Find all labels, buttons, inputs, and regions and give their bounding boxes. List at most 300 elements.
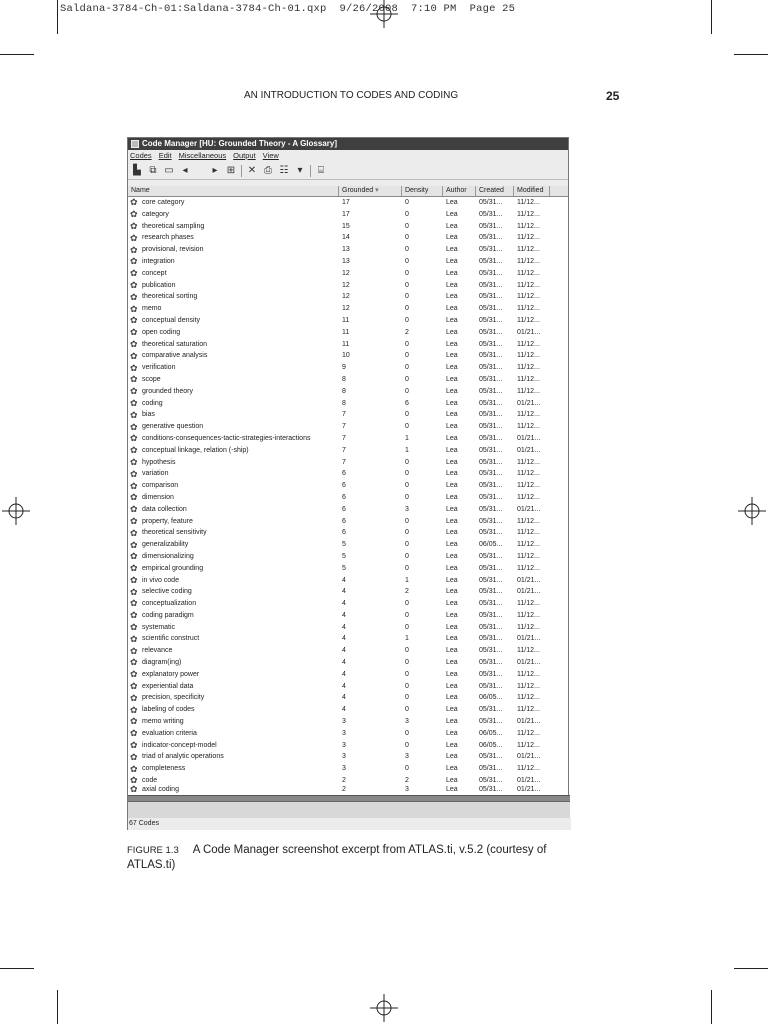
author-value: Lea — [446, 706, 458, 714]
density-value: 3 — [405, 785, 409, 793]
code-icon: ✿ — [130, 775, 138, 786]
column-header-modified[interactable]: Modified — [514, 186, 550, 196]
modified-value: 01/21... — [517, 785, 541, 793]
density-value: 1 — [405, 446, 409, 454]
code-icon: ✿ — [130, 256, 138, 267]
table-row[interactable] — [128, 763, 568, 775]
author-value: Lea — [446, 682, 458, 690]
created-value: 05/31... — [479, 446, 503, 454]
table-row[interactable] — [128, 575, 568, 587]
code-name: theoretical sensitivity — [142, 529, 207, 537]
table-row[interactable] — [128, 586, 568, 598]
window-titlebar[interactable] — [128, 138, 568, 150]
menu-miscellaneous[interactable]: Miscellaneous — [178, 151, 227, 160]
table-row[interactable] — [128, 504, 568, 516]
menu-bar — [128, 150, 568, 162]
table-row[interactable] — [128, 692, 568, 704]
table-row[interactable] — [128, 633, 568, 645]
grounded-value: 8 — [342, 387, 346, 395]
author-value: Lea — [446, 423, 458, 431]
code-icon: ✿ — [130, 633, 138, 644]
code-name: explanatory power — [142, 670, 200, 678]
code-name: dimension — [142, 493, 174, 501]
created-value: 05/31... — [479, 352, 503, 360]
density-value: 0 — [405, 706, 409, 714]
menu-output[interactable]: Output — [233, 151, 256, 160]
modified-value: 11/12... — [517, 493, 540, 501]
author-value: Lea — [446, 694, 458, 702]
created-value: 06/05... — [479, 694, 503, 702]
created-value: 05/31... — [479, 340, 503, 348]
code-icon: ✿ — [130, 197, 138, 208]
modified-value: 11/12... — [517, 269, 540, 277]
author-value: Lea — [446, 659, 458, 667]
created-value: 05/31... — [479, 411, 503, 419]
modified-value: 11/12... — [517, 352, 540, 360]
created-value: 06/05... — [479, 541, 503, 549]
created-value: 05/31... — [479, 493, 503, 501]
code-name: evaluation criteria — [142, 729, 197, 737]
code-name: relevance — [142, 647, 173, 655]
code-name: research phases — [142, 234, 194, 242]
figure-label: FIGURE 1.3 — [127, 845, 179, 856]
modified-value: 11/12... — [517, 199, 540, 206]
created-value: 05/31... — [479, 269, 503, 277]
modified-value: 01/21... — [517, 505, 541, 513]
created-value: 05/31... — [479, 293, 503, 301]
grounded-value: 6 — [342, 482, 346, 490]
author-value: Lea — [446, 482, 458, 490]
author-value: Lea — [446, 670, 458, 678]
column-header-density[interactable]: Density — [402, 186, 443, 196]
author-value: Lea — [446, 316, 458, 324]
code-name: memo — [142, 305, 162, 313]
modified-value: 11/12... — [517, 316, 540, 324]
created-value: 05/31... — [479, 765, 503, 773]
crop-mark — [57, 990, 58, 1024]
table-row[interactable] — [128, 563, 568, 575]
code-icon: ✿ — [130, 681, 138, 692]
created-value: 05/31... — [479, 706, 503, 714]
table-row[interactable] — [128, 728, 568, 740]
table-row[interactable] — [128, 657, 568, 669]
grounded-value: 2 — [342, 777, 346, 785]
table-row[interactable] — [128, 409, 568, 421]
table-row[interactable] — [128, 315, 568, 327]
grounded-value: 5 — [342, 564, 346, 572]
modified-value: 11/12... — [517, 706, 540, 714]
created-value: 05/31... — [479, 316, 503, 324]
table-row[interactable] — [128, 681, 568, 693]
author-value: Lea — [446, 375, 458, 383]
author-value: Lea — [446, 588, 458, 596]
author-value: Lea — [446, 411, 458, 419]
created-value: 05/31... — [479, 785, 503, 793]
created-value: 05/31... — [479, 576, 503, 584]
code-name: empirical grounding — [142, 564, 204, 572]
grounded-value: 4 — [342, 682, 346, 690]
grounded-value: 4 — [342, 694, 346, 702]
grounded-value: 12 — [342, 281, 350, 289]
new-code-icon[interactable]: ▙ — [133, 165, 141, 176]
code-name: conceptual linkage, relation (-ship) — [142, 446, 249, 454]
grounded-value: 7 — [342, 446, 346, 454]
code-name: core category — [142, 199, 185, 206]
code-name: hypothesis — [142, 458, 176, 466]
created-value: 05/31... — [479, 611, 503, 619]
table-row[interactable] — [128, 291, 568, 303]
code-icon: ✿ — [130, 610, 138, 621]
figure-caption — [127, 843, 572, 873]
table-row[interactable] — [128, 232, 568, 244]
table-row[interactable] — [128, 209, 568, 221]
column-header-name[interactable]: Name — [128, 186, 339, 196]
registration-mark-icon — [738, 497, 766, 525]
code-name: variation — [142, 470, 169, 478]
modified-value: 11/12... — [517, 246, 540, 254]
author-value: Lea — [446, 741, 458, 749]
code-icon: ✿ — [130, 268, 138, 279]
created-value: 05/31... — [479, 257, 503, 265]
table-row[interactable] — [128, 704, 568, 716]
author-value: Lea — [446, 552, 458, 560]
toolbar-separator — [310, 165, 311, 177]
density-value: 0 — [405, 482, 409, 490]
density-value: 0 — [405, 234, 409, 242]
density-value: 0 — [405, 529, 409, 537]
created-value: 05/31... — [479, 623, 503, 631]
code-name: provisional, revision — [142, 246, 204, 254]
created-value: 05/31... — [479, 375, 503, 383]
author-value: Lea — [446, 387, 458, 395]
modified-value: 11/12... — [517, 411, 540, 419]
print-icon[interactable]: ⎙ — [264, 165, 272, 176]
code-name: grounded theory — [142, 387, 193, 395]
menu-edit[interactable]: Edit — [158, 151, 172, 160]
window-title: Code Manager [HU: Grounded Theory - A Glossary] — [142, 139, 337, 148]
modified-value: 11/12... — [517, 293, 540, 301]
modified-value: 01/21... — [517, 635, 541, 643]
table-row[interactable] — [128, 374, 568, 386]
table-row[interactable] — [128, 669, 568, 681]
code-name: publication — [142, 281, 176, 289]
table-row[interactable] — [128, 398, 568, 410]
code-icon: ✿ — [130, 669, 138, 680]
table-row[interactable] — [128, 350, 568, 362]
author-value: Lea — [446, 718, 458, 726]
density-value: 6 — [405, 399, 409, 407]
toolbar-separator — [241, 165, 242, 177]
table-row[interactable] — [128, 445, 568, 457]
grounded-value: 12 — [342, 305, 350, 313]
table-row[interactable] — [128, 303, 568, 315]
author-value: Lea — [446, 635, 458, 643]
author-value: Lea — [446, 493, 458, 501]
modified-value: 11/12... — [517, 517, 540, 525]
density-value: 0 — [405, 246, 409, 254]
grounded-value: 8 — [342, 375, 346, 383]
modified-value: 11/12... — [517, 765, 540, 773]
table-row[interactable] — [128, 421, 568, 433]
author-value: Lea — [446, 257, 458, 265]
table-row[interactable] — [128, 740, 568, 752]
grounded-value: 6 — [342, 505, 346, 513]
density-value: 0 — [405, 411, 409, 419]
grounded-value: 6 — [342, 470, 346, 478]
table-row[interactable] — [128, 268, 568, 280]
chapter-title: AN INTRODUCTION TO CODES AND CODING — [244, 90, 459, 101]
table-row[interactable] — [128, 527, 568, 539]
column-header-grounded[interactable]: Grounded ▾ — [339, 186, 402, 196]
column-header — [128, 186, 568, 197]
table-row[interactable] — [128, 362, 568, 374]
code-icon: ✿ — [130, 362, 138, 373]
modified-value: 01/21... — [517, 434, 541, 442]
modified-value: 11/12... — [517, 611, 540, 619]
author-value: Lea — [446, 340, 458, 348]
code-icon: ✿ — [130, 386, 138, 397]
window-icon[interactable]: ▭ — [164, 165, 174, 176]
code-name: systematic — [142, 623, 176, 631]
grounded-value: 7 — [342, 423, 346, 431]
author-value: Lea — [446, 446, 458, 454]
network-icon[interactable]: ⊞ — [226, 165, 236, 176]
density-value: 0 — [405, 564, 409, 572]
modified-value: 11/12... — [517, 541, 540, 549]
grounded-value: 13 — [342, 246, 350, 254]
delete-icon[interactable]: ✕ — [247, 165, 257, 176]
density-value: 0 — [405, 387, 409, 395]
code-icon: ✿ — [130, 327, 138, 338]
author-value: Lea — [446, 505, 458, 513]
code-icon: ✿ — [130, 586, 138, 597]
code-name: conditions-consequences-tactic-strategies-interactions — [142, 434, 311, 442]
code-name: category — [142, 210, 169, 218]
code-name: open coding — [142, 328, 181, 336]
table-row[interactable] — [128, 197, 568, 209]
author-value: Lea — [446, 541, 458, 549]
modified-value: 01/21... — [517, 659, 541, 667]
code-icon: ✿ — [130, 220, 138, 231]
density-value: 0 — [405, 316, 409, 324]
grounded-value: 7 — [342, 458, 346, 466]
author-value: Lea — [446, 352, 458, 360]
created-value: 05/31... — [479, 659, 503, 667]
code-name: conceptual density — [142, 316, 200, 324]
table-row[interactable] — [128, 551, 568, 563]
density-value: 0 — [405, 470, 409, 478]
created-value: 05/31... — [479, 682, 503, 690]
table-row[interactable] — [128, 539, 568, 551]
created-value: 05/31... — [479, 246, 503, 254]
menu-view[interactable]: View — [262, 151, 279, 160]
table-row[interactable] — [128, 386, 568, 398]
code-icon: ✿ — [130, 563, 138, 574]
grounded-value: 15 — [342, 222, 350, 230]
density-value: 1 — [405, 434, 409, 442]
created-value: 05/31... — [479, 399, 503, 407]
table-row[interactable] — [128, 244, 568, 256]
code-icon: ✿ — [130, 504, 138, 515]
modified-value: 11/12... — [517, 647, 540, 655]
modified-value: 11/12... — [517, 600, 540, 608]
code-list — [128, 197, 568, 787]
table-row[interactable] — [128, 433, 568, 445]
density-value: 0 — [405, 281, 409, 289]
table-row[interactable] — [128, 598, 568, 610]
grounded-value: 4 — [342, 706, 346, 714]
modified-value: 11/12... — [517, 305, 540, 313]
crop-mark — [711, 990, 712, 1024]
code-icon: ✿ — [130, 515, 138, 526]
created-value: 05/31... — [479, 222, 503, 230]
author-value: Lea — [446, 470, 458, 478]
table-row[interactable] — [128, 468, 568, 480]
modified-value: 11/12... — [517, 529, 540, 537]
density-value: 1 — [405, 635, 409, 643]
density-value: 2 — [405, 328, 409, 336]
table-row[interactable] — [128, 610, 568, 622]
density-value: 0 — [405, 257, 409, 265]
code-icon: ✿ — [130, 232, 138, 243]
created-value: 05/31... — [479, 529, 503, 537]
code-icon: ✿ — [130, 445, 138, 456]
author-value: Lea — [446, 328, 458, 336]
code-icon: ✿ — [130, 740, 138, 751]
author-value: Lea — [446, 199, 458, 206]
density-value: 3 — [405, 718, 409, 726]
grounded-value: 12 — [342, 293, 350, 301]
author-value: Lea — [446, 564, 458, 572]
modified-value: 11/12... — [517, 375, 540, 383]
table-row[interactable] — [128, 457, 568, 469]
author-value: Lea — [446, 777, 458, 785]
crop-mark — [57, 0, 58, 34]
created-value: 05/31... — [479, 387, 503, 395]
table-row[interactable] — [128, 221, 568, 233]
density-value: 3 — [405, 753, 409, 761]
table-row[interactable] — [128, 516, 568, 528]
next-icon[interactable]: ▸ — [212, 165, 218, 176]
code-name: triad of analytic operations — [142, 753, 224, 761]
code-name: generative question — [142, 423, 204, 431]
density-value: 2 — [405, 588, 409, 596]
created-value: 05/31... — [479, 234, 503, 242]
created-value: 05/31... — [479, 364, 503, 372]
registration-mark-icon — [2, 497, 30, 525]
crop-mark — [0, 968, 34, 969]
code-icon: ✿ — [130, 657, 138, 668]
author-value: Lea — [446, 305, 458, 313]
table-row[interactable] — [128, 622, 568, 634]
table-row[interactable] — [128, 339, 568, 351]
modified-value: 01/21... — [517, 399, 541, 407]
crop-mark — [711, 0, 712, 34]
density-value: 0 — [405, 352, 409, 360]
code-name: selective coding — [142, 588, 192, 596]
created-value: 05/31... — [479, 423, 503, 431]
code-name: bias — [142, 411, 155, 419]
code-icon: ✿ — [130, 574, 138, 585]
created-value: 05/31... — [479, 505, 503, 513]
grounded-value: 17 — [342, 210, 350, 218]
grounded-value: 4 — [342, 623, 346, 631]
author-value: Lea — [446, 517, 458, 525]
grounded-value: 7 — [342, 411, 346, 419]
code-icon: ✿ — [130, 303, 138, 314]
dropdown-arrow-icon[interactable]: ▾ — [297, 165, 303, 176]
created-value: 05/31... — [479, 670, 503, 678]
comment-pane[interactable] — [128, 801, 570, 819]
copy-code-icon[interactable]: ⧉ — [149, 165, 157, 176]
author-value: Lea — [446, 399, 458, 407]
modified-value: 11/12... — [517, 234, 540, 242]
modified-value: 11/12... — [517, 458, 540, 466]
table-row[interactable] — [128, 775, 568, 787]
density-value: 0 — [405, 729, 409, 737]
author-value: Lea — [446, 576, 458, 584]
code-icon: ✿ — [130, 728, 138, 739]
created-value: 05/31... — [479, 552, 503, 560]
author-value: Lea — [446, 611, 458, 619]
density-value: 0 — [405, 741, 409, 749]
density-value: 0 — [405, 552, 409, 560]
table-row[interactable] — [128, 645, 568, 657]
table-row[interactable] — [128, 492, 568, 504]
table-row[interactable] — [128, 256, 568, 268]
app-icon — [131, 140, 139, 148]
prev-icon[interactable]: ◂ — [182, 165, 188, 176]
modified-value: 11/12... — [517, 623, 540, 631]
column-header-created[interactable]: Created — [476, 186, 514, 196]
density-value: 0 — [405, 517, 409, 525]
created-value: 05/31... — [479, 482, 503, 490]
density-value: 0 — [405, 541, 409, 549]
modified-value: 11/12... — [517, 423, 540, 431]
grounded-value: 5 — [342, 552, 346, 560]
code-name: scope — [142, 375, 161, 383]
table-row[interactable] — [128, 480, 568, 492]
modified-value: 01/21... — [517, 576, 541, 584]
export-icon[interactable]: ⌸ — [318, 165, 324, 176]
code-name: axial coding — [142, 785, 179, 793]
modified-value: 11/12... — [517, 564, 540, 572]
table-row[interactable] — [128, 716, 568, 728]
code-icon: ✿ — [130, 433, 138, 444]
modified-value: 01/21... — [517, 718, 541, 726]
grounded-value: 8 — [342, 399, 346, 407]
code-name: labeling of codes — [142, 706, 195, 714]
grounded-value: 6 — [342, 529, 346, 537]
modified-value: 11/12... — [517, 281, 540, 289]
menu-codes[interactable]: Codes — [130, 151, 152, 160]
table-row[interactable] — [128, 280, 568, 292]
code-icon: ✿ — [130, 645, 138, 656]
column-header-author[interactable]: Author — [443, 186, 476, 196]
view-list-icon[interactable]: ☷ — [279, 165, 289, 176]
density-value: 0 — [405, 600, 409, 608]
code-name: diagram(ing) — [142, 659, 182, 667]
grounded-value: 4 — [342, 647, 346, 655]
author-value: Lea — [446, 785, 458, 793]
density-value: 0 — [405, 647, 409, 655]
density-value: 0 — [405, 611, 409, 619]
grounded-value: 6 — [342, 517, 346, 525]
table-row[interactable] — [128, 327, 568, 339]
author-value: Lea — [446, 458, 458, 466]
table-row[interactable] — [128, 751, 568, 763]
code-icon: ✿ — [130, 751, 138, 762]
